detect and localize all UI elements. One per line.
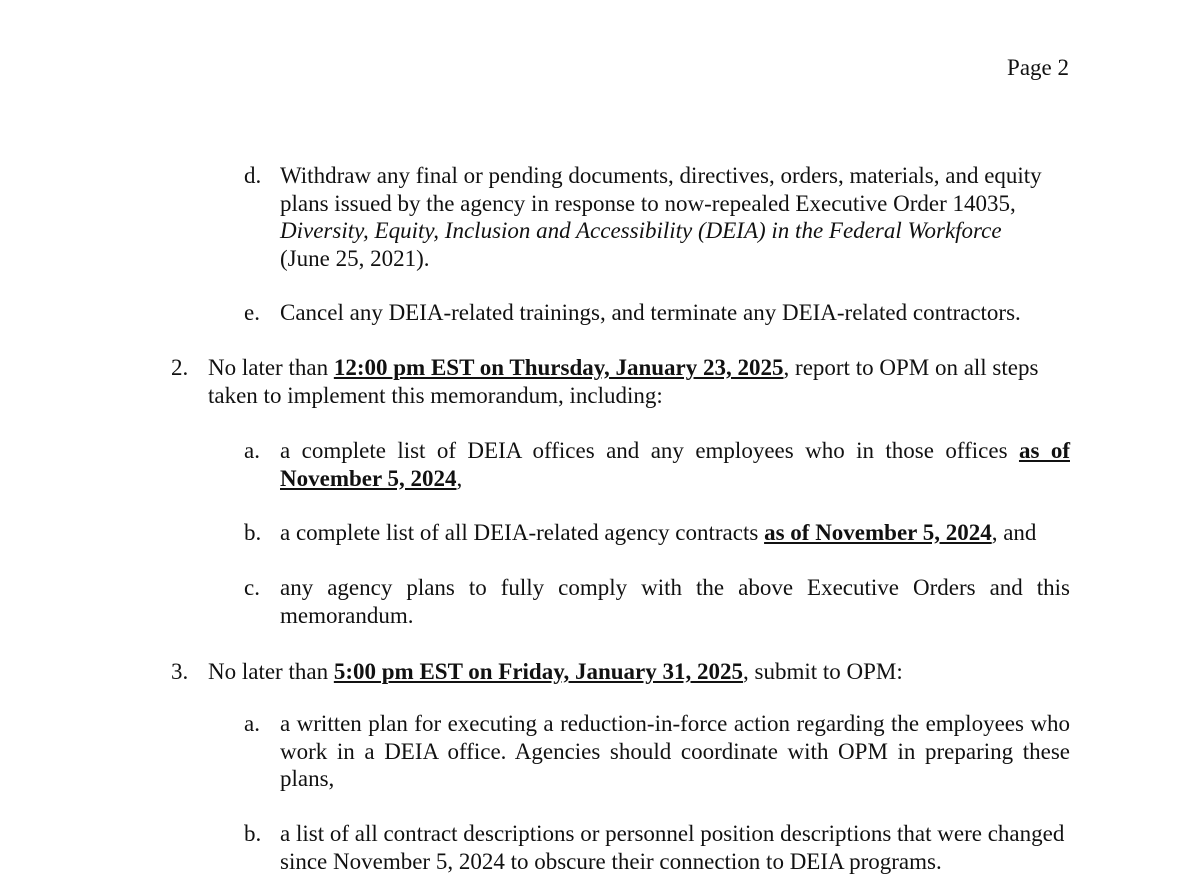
list-item-text bbox=[208, 354, 1070, 409]
text-run: a complete list of all DEIA-related agency contracts bbox=[280, 520, 765, 545]
list-item-text: any agency plans to fully comply with the above Executive Orders and this memorandum. bbox=[280, 575, 1070, 628]
list-item-text: a written plan for executing a reduction-in-force action regarding the employees who work in a DEIA office. Agencies should coordinate with OPM in preparing these plans, bbox=[280, 711, 1070, 791]
list-item-text: Cancel any DEIA-related trainings, and terminate any DEIA-related contractors. bbox=[280, 300, 1021, 325]
list-marker: c. bbox=[244, 575, 260, 600]
list-item-text bbox=[208, 658, 1070, 686]
text-run: (June 25, 2021). bbox=[280, 245, 430, 271]
list-item-text bbox=[280, 519, 1070, 547]
deadline-date: 12:00 pm EST on Thursday, January 23, 2025 bbox=[333, 355, 784, 380]
executive-order-title: Diversity, Equity, Inclusion and Accessibility (DEIA) in the Federal Workforce bbox=[280, 218, 1002, 243]
list-marker: 2. bbox=[171, 355, 189, 380]
cutoff-date: as of November 5, 2024 bbox=[764, 520, 992, 545]
list-marker: e. bbox=[244, 300, 260, 325]
list-item-text bbox=[280, 437, 1070, 492]
text-run: a complete list of DEIA offices and any employees who in those offices bbox=[280, 438, 1019, 463]
page-number: Page 2 bbox=[1007, 55, 1069, 80]
text-run: , and bbox=[991, 520, 1037, 545]
text-run: , bbox=[456, 465, 463, 491]
text-run: , submit to OPM: bbox=[743, 659, 903, 684]
cutoff-date: as of November 5, 2024 bbox=[280, 438, 1070, 491]
deadline-date: 5:00 pm EST on Friday, January 31, 2025 bbox=[333, 659, 743, 684]
text-run: No later than bbox=[208, 355, 334, 380]
list-marker: d. bbox=[244, 163, 262, 188]
text-run: , report to OPM on all steps taken to implement this memorandum, including: bbox=[208, 355, 1039, 408]
text-run: Withdraw any final or pending documents, directives, orders, materials, and equity plans issued by the agency in response to now-repealed Executive Order 14035, bbox=[280, 163, 1042, 216]
text-run: No later than bbox=[208, 659, 334, 684]
list-marker: a. bbox=[244, 711, 260, 736]
list-marker: b. bbox=[244, 520, 262, 545]
list-marker: b. bbox=[244, 821, 262, 846]
list-item-text bbox=[280, 162, 1045, 272]
list-marker: 3. bbox=[171, 659, 189, 684]
list-item-text: a list of all contract descriptions or personnel position descriptions that were changed since November 5, 2024 to obscure their connection to DEIA programs. bbox=[280, 821, 1065, 874]
list-marker: a. bbox=[244, 438, 260, 463]
